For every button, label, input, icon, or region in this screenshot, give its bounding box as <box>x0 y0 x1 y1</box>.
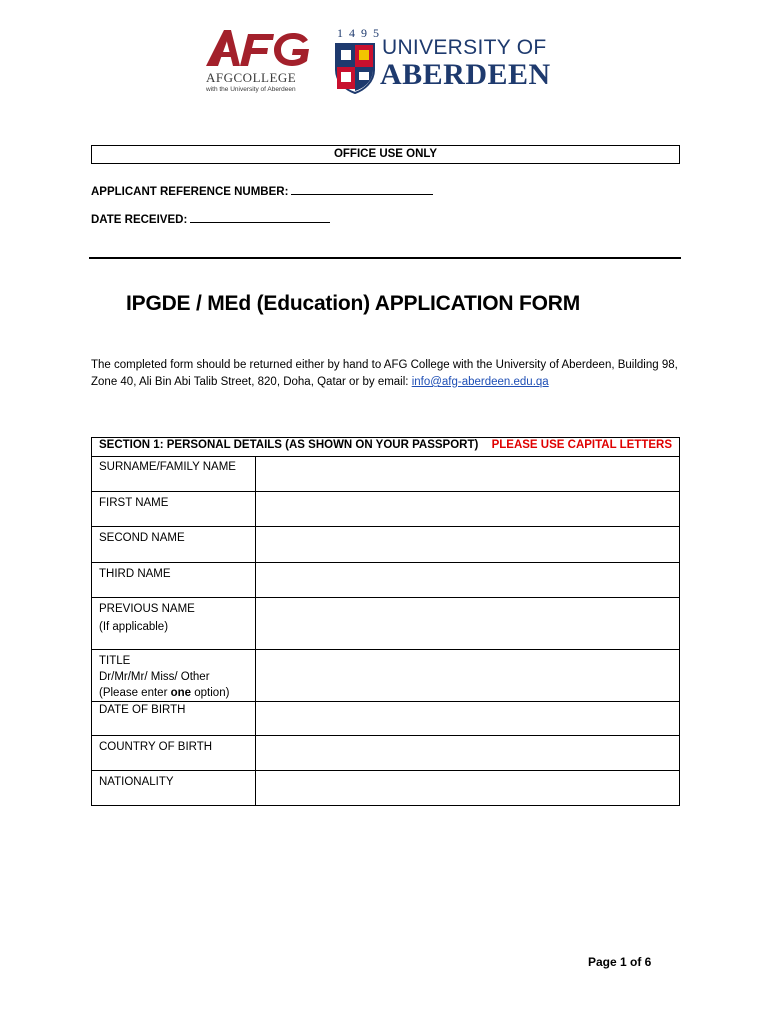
uoa-founding-year: 1495 <box>337 26 385 40</box>
country-of-birth-input[interactable] <box>255 736 679 771</box>
title-input[interactable] <box>255 650 679 702</box>
email-link[interactable]: info@afg-aberdeen.edu.qa <box>411 376 549 388</box>
afg-college-logo <box>204 28 316 94</box>
page-number: Page 1 of 6 <box>588 955 652 969</box>
first-name-input[interactable] <box>255 492 679 527</box>
third-name-input[interactable] <box>255 563 679 598</box>
date-of-birth-label: DATE OF BIRTH <box>92 702 256 736</box>
table-row <box>92 650 680 702</box>
section-title: SECTION 1: PERSONAL DETAILS (AS SHOWN ON YOUR PASSPORT) <box>99 439 479 451</box>
nationality-input[interactable] <box>255 771 679 806</box>
first-name-label: FIRST NAME <box>92 492 256 527</box>
horizontal-divider <box>89 257 681 259</box>
country-of-birth-label: COUNTRY OF BIRTH <box>92 736 256 771</box>
personal-details-table <box>91 437 680 806</box>
title-instruction <box>99 685 248 701</box>
university-of-aberdeen-logo <box>334 28 566 96</box>
previous-name-input[interactable] <box>255 598 679 650</box>
uoa-name-line2: ABERDEEN <box>380 58 551 91</box>
table-row <box>92 771 680 806</box>
second-name-input[interactable] <box>255 527 679 563</box>
table-row <box>92 492 680 527</box>
applicant-reference-row <box>91 183 433 198</box>
form-title: IPGDE / MEd (Education) APPLICATION FORM <box>126 292 580 315</box>
table-row <box>92 598 680 650</box>
table-row <box>92 702 680 736</box>
section-header-row <box>92 438 680 457</box>
table-row <box>92 527 680 563</box>
uoa-name-line1: UNIVERSITY OF <box>382 36 547 59</box>
second-name-label: SECOND NAME <box>92 527 256 563</box>
office-use-only-box: OFFICE USE ONLY <box>91 145 680 164</box>
date-received-row <box>91 211 330 226</box>
table-row <box>92 457 680 492</box>
table-row <box>92 736 680 771</box>
applicant-reference-field[interactable] <box>291 183 433 195</box>
title-instruction-pre: (Please enter <box>99 687 171 699</box>
title-label <box>92 650 256 702</box>
title-instruction-post: option) <box>191 687 230 699</box>
section-header-cell <box>92 438 680 457</box>
surname-input[interactable] <box>255 457 679 492</box>
afg-college-name: AFGCOLLEGE <box>206 70 297 85</box>
afg-college-tagline: with the University of Aberdeen <box>206 86 296 93</box>
capital-letters-note: PLEASE USE CAPITAL LETTERS <box>491 439 672 451</box>
intro-text: The completed form should be returned either by hand to AFG College with the University of Aberdeen, Building 98, Zone 40, Ali Bin Abi Talib Street, 820, Doha, Qatar or by email: <box>91 359 678 388</box>
title-label-text: TITLE <box>99 655 131 667</box>
applicant-reference-label: APPLICANT REFERENCE NUMBER: <box>91 186 289 198</box>
surname-label: SURNAME/FAMILY NAME <box>92 457 256 492</box>
afg-logo-mark-icon <box>204 28 316 68</box>
title-instruction-bold: one <box>170 687 192 699</box>
date-received-field[interactable] <box>190 211 330 223</box>
title-options: Dr/Mr/Mr/ Miss/ Other <box>99 671 210 683</box>
date-received-label: DATE RECEIVED: <box>91 214 188 226</box>
third-name-label: THIRD NAME <box>92 563 256 598</box>
date-of-birth-input[interactable] <box>255 702 679 736</box>
previous-name-label <box>92 598 256 650</box>
previous-name-sublabel: (If applicable) <box>99 621 169 633</box>
uoa-crest-icon <box>334 42 376 94</box>
previous-name-label-text: PREVIOUS NAME <box>99 603 195 615</box>
nationality-label: NATIONALITY <box>92 771 256 806</box>
intro-paragraph <box>91 357 691 391</box>
table-row <box>92 563 680 598</box>
